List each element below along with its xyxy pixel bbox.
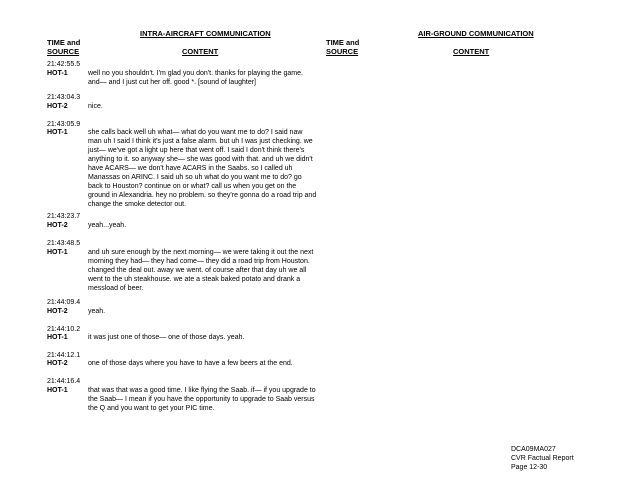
air-ground-header: AIR-GROUND COMMUNICATION xyxy=(418,29,534,38)
entry-source: HOT-1 xyxy=(47,70,68,77)
content-line: messload of beer. xyxy=(88,285,144,292)
time-source-header-right xyxy=(326,38,359,56)
content-header-left: CONTENT xyxy=(182,47,219,56)
entry-time: 21:44:12.1 xyxy=(47,352,81,359)
time-and-label: TIME and xyxy=(47,38,81,47)
content-line: and uh sure enough by the next morning— we were taking it out the next xyxy=(88,249,314,256)
time-source-header-left xyxy=(47,38,80,56)
entry-source: HOT-2 xyxy=(47,222,68,229)
content-line: nice. xyxy=(88,103,103,110)
report-title: CVR Factual Report xyxy=(511,455,574,462)
entry-source: HOT-1 xyxy=(47,129,68,136)
source-label: SOURCE xyxy=(47,47,80,56)
entry-time: 21:43:48.5 xyxy=(47,240,81,247)
entry-time: 21:43:04.3 xyxy=(47,94,81,101)
entry-time: 21:42:55.5 xyxy=(47,61,81,68)
entry-content xyxy=(88,102,328,111)
entry-content xyxy=(88,248,328,293)
entry-time: 21:44:10.2 xyxy=(47,326,81,333)
content-line: went to the uh steakhouse. we ate a steak baked potato and drank a xyxy=(88,276,301,283)
content-line: that was that was a good time. I like flying the Saab. if— if you upgrade to xyxy=(88,387,316,394)
entry-content xyxy=(88,221,328,230)
content-header-right: CONTENT xyxy=(453,47,490,56)
content-line: anything to it. so anyway she— she was good with that. and uh we didn't xyxy=(88,156,313,163)
page-footer xyxy=(511,445,574,472)
content-line: have ACARS— we don't have ACARS in the Saabs. so I called uh xyxy=(88,165,293,172)
entry-source: HOT-1 xyxy=(47,249,68,256)
entry-content xyxy=(88,307,328,316)
entry-source: HOT-2 xyxy=(47,360,68,367)
content-line: yeah...yeah. xyxy=(88,222,127,229)
content-line: change the smoke detector out. xyxy=(88,201,187,208)
entry-source: HOT-1 xyxy=(47,387,68,394)
entry-time: 21:43:23.7 xyxy=(47,213,81,220)
docket-number: DCA09MA027 xyxy=(511,446,556,453)
content-line: she calls back well uh what— what do you want me to do? I said naw xyxy=(88,129,303,136)
entry-source: HOT-2 xyxy=(47,103,68,110)
entry-content xyxy=(88,333,328,342)
entry-content xyxy=(88,386,328,413)
entry-time: 21:44:16.4 xyxy=(47,378,81,385)
entry-source: HOT-1 xyxy=(47,334,68,341)
entry-time: 21:43:05.9 xyxy=(47,121,81,128)
content-line: just— we've got a light up here that went off. I said I don't think there's xyxy=(88,147,305,154)
content-line: back to Houston? continue on or what? call us when you get on the xyxy=(88,183,297,190)
content-line: morning they had— they had come— they did a road trip from Houston. xyxy=(88,258,310,265)
content-line: Manassas on ARINC. I said uh so uh what do you want me to do? go xyxy=(88,174,302,181)
content-line: yeah. xyxy=(88,308,106,315)
entry-time: 21:44:09.4 xyxy=(47,299,81,306)
intra-aircraft-header: INTRA-AIRCRAFT COMMUNICATION xyxy=(140,29,271,38)
source-label-right: SOURCE xyxy=(326,47,359,56)
page-number: Page 12-30 xyxy=(511,464,548,471)
content-line: the Q and you want to get your PIC time. xyxy=(88,405,215,412)
content-line: ground in Alexandria. hey no problem. so they're gonna do a road trip and xyxy=(88,192,317,199)
content-line: the Saab— I mean if you have the opportunity to upgrade to Saab versus xyxy=(88,396,315,403)
content-line: and— and I just cut her off. good *. [sound of laughter] xyxy=(88,79,256,86)
entry-content xyxy=(88,69,328,87)
content-line: one of those days where you have to have a few beers at the end. xyxy=(88,360,293,367)
content-line: man uh I said I think it's just a false alarm. but uh I was just checking. we xyxy=(88,138,313,145)
entry-source: HOT-2 xyxy=(47,308,68,315)
entry-content xyxy=(88,128,328,209)
content-line: changed the deal out. away we went. of course after that day uh we all xyxy=(88,267,307,274)
time-and-label-right: TIME and xyxy=(326,38,360,47)
content-line: it was just one of those— one of those days. yeah. xyxy=(88,334,245,341)
entry-content xyxy=(88,359,328,368)
content-line: well no you shouldn't. I'm glad you don't. thanks for playing the game. xyxy=(88,70,303,77)
